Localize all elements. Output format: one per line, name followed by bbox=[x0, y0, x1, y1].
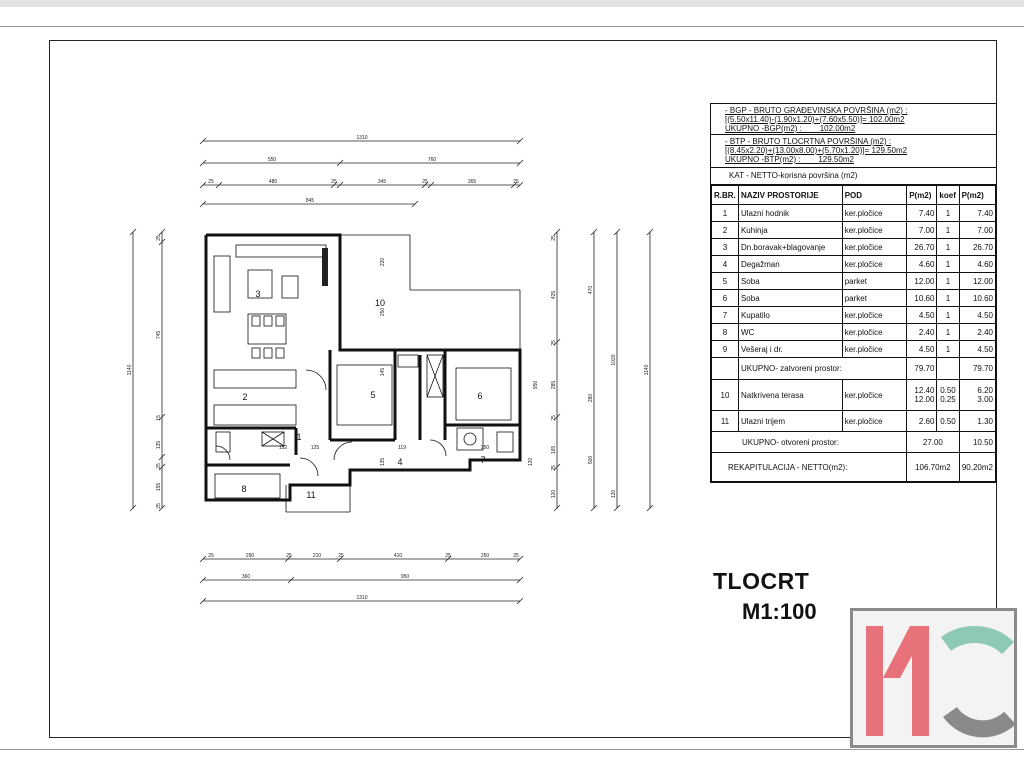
table-row bbox=[712, 273, 996, 290]
terrace-area-a: 12.40 bbox=[914, 386, 935, 395]
cell-area: 2.60 bbox=[907, 411, 937, 432]
dim-inner: 220 bbox=[380, 257, 386, 267]
cell-empty bbox=[712, 358, 739, 380]
cell-number: 1 bbox=[712, 205, 739, 222]
cell-area: 4.50 bbox=[907, 341, 937, 358]
btp-total-label: UKUPNO -BTP(m2) : bbox=[725, 155, 801, 164]
recap-area: 106.70m2 bbox=[907, 453, 959, 482]
cell-area-net bbox=[959, 380, 995, 411]
dim-left-small: 15 bbox=[156, 415, 162, 421]
col-header: POD bbox=[842, 186, 906, 205]
kat-heading: KAT - NETTO-korisna površina (m2) bbox=[711, 168, 996, 185]
cell-name: Degažman bbox=[738, 256, 842, 273]
cell-area-net: 2.40 bbox=[959, 324, 995, 341]
dim-inner: 145 bbox=[380, 367, 386, 377]
dim-inner: 119 bbox=[398, 445, 406, 451]
dim-bottom-seg: 210 bbox=[312, 553, 322, 559]
btp-total-value: 129.50m2 bbox=[818, 155, 854, 164]
cell-floor: ker.pločice bbox=[842, 341, 906, 358]
bgp-block bbox=[711, 104, 996, 135]
dim-inner: 250 bbox=[480, 445, 490, 451]
cell-coef: 0.50 bbox=[937, 411, 959, 432]
room-label-5: 5 bbox=[370, 390, 376, 400]
cell-floor: ker.pločice bbox=[842, 239, 906, 256]
cell-coef: 1 bbox=[937, 341, 959, 358]
cell-coef: 1 bbox=[937, 256, 959, 273]
cell-number: 3 bbox=[712, 239, 739, 256]
dim-right-a: 120 bbox=[611, 489, 617, 499]
dim-right-a: 25 bbox=[551, 415, 557, 421]
table-row bbox=[712, 290, 996, 307]
cell-name: Soba bbox=[738, 273, 842, 290]
dim-top-seg: 25 bbox=[422, 179, 428, 185]
cell-name: Soba bbox=[738, 290, 842, 307]
dim-bottom-seg: 290 bbox=[245, 553, 255, 559]
dim-right-950: 950 bbox=[533, 380, 539, 390]
dim-right-1020: 1020 bbox=[611, 354, 617, 366]
recap-net: 90.20m2 bbox=[959, 453, 995, 482]
cell-floor: ker.pločice bbox=[842, 222, 906, 239]
dim-top-b: 760 bbox=[427, 157, 437, 163]
dim-inner: 152 bbox=[278, 445, 288, 451]
room-label-3: 3 bbox=[255, 289, 261, 299]
cell-number: 6 bbox=[712, 290, 739, 307]
dim-bottom-seg: 25 bbox=[208, 553, 214, 559]
cell-floor: parket bbox=[842, 290, 906, 307]
dim-bottom-seg: 25 bbox=[513, 553, 519, 559]
cell-area bbox=[907, 380, 937, 411]
dim-left-total: 1140 bbox=[127, 364, 133, 376]
cell-area-net: 10.60 bbox=[959, 290, 995, 307]
bgp-total-value: 102.00m2 bbox=[819, 124, 856, 133]
dim-right-a: 25 bbox=[551, 340, 557, 346]
cell-area-net: 7.00 bbox=[959, 222, 995, 239]
dim-right-a: 25 bbox=[551, 465, 557, 471]
col-header: R.BR. bbox=[712, 186, 739, 205]
terrace-net-a: 6.20 bbox=[977, 386, 993, 395]
terrace-row bbox=[712, 380, 996, 411]
dim-right-a: 425 bbox=[551, 290, 557, 300]
dim-inner: 120 bbox=[528, 457, 534, 467]
cell-name: WC bbox=[738, 324, 842, 341]
porch-row bbox=[712, 411, 996, 432]
cell-name: Kuhinja bbox=[738, 222, 842, 239]
cell-name: Natkrivena terasa bbox=[738, 380, 842, 411]
cell-name: Ulazni hodnik bbox=[738, 205, 842, 222]
open-total-label: UKUPNO- otvoreni prostor: bbox=[712, 432, 907, 453]
cell-area-net: 1.30 bbox=[959, 411, 995, 432]
table-row bbox=[712, 205, 996, 222]
closed-total-row bbox=[712, 358, 996, 380]
cell-area: 10.60 bbox=[907, 290, 937, 307]
dim-left-745: 745 bbox=[156, 330, 162, 340]
open-total-row bbox=[712, 432, 996, 453]
dim-left-small: 155 bbox=[156, 482, 162, 492]
cell-coef: 1 bbox=[937, 307, 959, 324]
dim-bottom-seg: 25 bbox=[286, 553, 292, 559]
hc-logo-icon bbox=[850, 608, 1017, 748]
dim-top-seg: 480 bbox=[268, 179, 278, 185]
table-row bbox=[712, 341, 996, 358]
dim-bottom-total: 1310 bbox=[356, 595, 368, 601]
cell-name: Ulazni trijem bbox=[738, 411, 842, 432]
cell-empty bbox=[937, 358, 959, 380]
table-row bbox=[712, 307, 996, 324]
closed-total-area: 79.70 bbox=[907, 358, 937, 380]
cell-number: 4 bbox=[712, 256, 739, 273]
cell-coef: 1 bbox=[937, 222, 959, 239]
cell-area: 2.40 bbox=[907, 324, 937, 341]
dim-right-total: 1140 bbox=[644, 364, 650, 376]
dim-left-small: 25 bbox=[156, 503, 162, 509]
dim-inner: 125 bbox=[310, 445, 320, 451]
dim-inner: 135 bbox=[380, 457, 386, 467]
dim-bottom-seg: 25 bbox=[445, 553, 451, 559]
room-label-11: 11 bbox=[306, 490, 316, 500]
cell-coef: 1 bbox=[937, 205, 959, 222]
cell-coef: 1 bbox=[937, 290, 959, 307]
cell-area-net: 7.40 bbox=[959, 205, 995, 222]
cell-area: 4.60 bbox=[907, 256, 937, 273]
cell-area-net: 4.50 bbox=[959, 341, 995, 358]
col-header: P(m2) bbox=[959, 186, 995, 205]
col-header: P(m2) bbox=[907, 186, 937, 205]
cell-coef: 1 bbox=[937, 324, 959, 341]
cell-coef: 1 bbox=[937, 273, 959, 290]
cell-area-net: 12.00 bbox=[959, 273, 995, 290]
dim-bottom-b: 950 bbox=[400, 574, 410, 580]
cell-number: 2 bbox=[712, 222, 739, 239]
open-total-net: 10.50 bbox=[959, 432, 995, 453]
dim-bottom-seg: 250 bbox=[480, 553, 490, 559]
col-header: NAZIV PROSTORIJE bbox=[738, 186, 842, 205]
cell-name: Vešeraj i dr. bbox=[738, 341, 842, 358]
dim-top-seg: 25 bbox=[208, 179, 214, 185]
dim-right-b: 470 bbox=[588, 285, 594, 295]
cell-area: 12.00 bbox=[907, 273, 937, 290]
cell-area-net: 4.60 bbox=[959, 256, 995, 273]
closed-total-net: 79.70 bbox=[959, 358, 995, 380]
bgp-formula: [(5.50x11.40)-(1.90x1.20)+(7.60x5.50)]= 102.00m2 bbox=[725, 115, 905, 124]
room-label-2: 2 bbox=[242, 392, 248, 402]
open-total-area: 27.00 bbox=[907, 432, 959, 453]
cell-area: 26.70 bbox=[907, 239, 937, 256]
terrace-coef-a: 0.50 bbox=[940, 386, 956, 395]
dim-right-a: 25 bbox=[551, 235, 557, 241]
dim-left-small: 25 bbox=[156, 235, 162, 241]
dim-top-seg: 345 bbox=[377, 179, 387, 185]
dim-right-b: 280 bbox=[588, 393, 594, 403]
area-table bbox=[710, 103, 997, 483]
btp-block bbox=[711, 135, 996, 168]
table-header-row bbox=[712, 186, 996, 205]
bottom-rule bbox=[0, 749, 1024, 750]
cell-area-net: 26.70 bbox=[959, 239, 995, 256]
drawing-title: TLOCRT bbox=[713, 568, 810, 594]
rooms-table bbox=[711, 185, 996, 482]
table-row bbox=[712, 324, 996, 341]
cell-coef: 1 bbox=[937, 239, 959, 256]
cell-area: 4.50 bbox=[907, 307, 937, 324]
table-row bbox=[712, 256, 996, 273]
cell-floor: ker.pločice bbox=[842, 380, 906, 411]
closed-total-label: UKUPNO- zatvoreni prostor: bbox=[738, 358, 906, 380]
dim-top-total: 1310 bbox=[356, 135, 368, 141]
radiator bbox=[322, 248, 328, 286]
dim-right-a: 285 bbox=[551, 380, 557, 390]
table-row bbox=[712, 222, 996, 239]
dim-right-a: 120 bbox=[551, 489, 557, 499]
dim-bottom-seg: 25 bbox=[338, 553, 344, 559]
cell-floor: ker.pločice bbox=[842, 307, 906, 324]
dim-right-a: 165 bbox=[551, 445, 557, 455]
cell-number: 5 bbox=[712, 273, 739, 290]
room-label-4: 4 bbox=[397, 457, 403, 467]
cell-floor: ker.pločice bbox=[842, 256, 906, 273]
cell-floor: ker.pločice bbox=[842, 411, 906, 432]
dim-left-small: 135 bbox=[156, 440, 162, 450]
dim-top-a: 550 bbox=[267, 157, 277, 163]
dim-top-seg: 365 bbox=[467, 179, 477, 185]
room-label-1: 1 bbox=[296, 432, 302, 442]
btp-formula: [(8.45x2.20)+(13.00x8.00)+(5.70x1.20)]= 129.50m2 bbox=[725, 146, 908, 155]
cell-area: 7.00 bbox=[907, 222, 937, 239]
cell-floor: ker.pločice bbox=[842, 324, 906, 341]
cell-floor: ker.pločice bbox=[842, 205, 906, 222]
cell-number: 10 bbox=[712, 380, 739, 411]
room-label-8: 8 bbox=[241, 484, 247, 494]
bgp-total bbox=[725, 124, 993, 133]
terrace-net-b: 3.00 bbox=[977, 395, 993, 404]
dim-right-b: 500 bbox=[588, 455, 594, 465]
cell-number: 8 bbox=[712, 324, 739, 341]
terrace-area-b: 12.00 bbox=[914, 395, 935, 404]
drawing-scale: M1:100 bbox=[742, 599, 817, 624]
dim-top-seg: 25 bbox=[513, 179, 519, 185]
cell-name: Dn.boravak+blagovanje bbox=[738, 239, 842, 256]
col-header: koef bbox=[937, 186, 959, 205]
bgp-title: - BGP - BRUTO GRAĐEVINSKA POVRŠINA (m2) : bbox=[725, 106, 908, 115]
cell-number: 9 bbox=[712, 341, 739, 358]
cell-number: 11 bbox=[712, 411, 739, 432]
btp-total bbox=[725, 155, 993, 164]
cell-number: 7 bbox=[712, 307, 739, 324]
dim-top-seg: 25 bbox=[331, 179, 337, 185]
recap-row bbox=[712, 453, 996, 482]
cell-name: Kupatilo bbox=[738, 307, 842, 324]
room-label-6: 6 bbox=[477, 391, 483, 401]
room-label-10: 10 bbox=[374, 298, 386, 308]
dim-bottom-a: 360 bbox=[241, 574, 251, 580]
cell-coef bbox=[937, 380, 959, 411]
dim-inner: 250 bbox=[380, 307, 386, 317]
dim-left-small: 25 bbox=[156, 463, 162, 469]
cell-area-net: 4.50 bbox=[959, 307, 995, 324]
btp-title: - BTP - BRUTO TLOCRTNA POVRŠINA (m2) : bbox=[725, 137, 892, 146]
cell-area: 7.40 bbox=[907, 205, 937, 222]
bgp-total-label: UKUPNO -BGP(m2) : bbox=[725, 124, 802, 133]
terrace-coef-b: 0.25 bbox=[940, 395, 956, 404]
dim-bottom-seg: 410 bbox=[393, 553, 403, 559]
room-label-7: 7 bbox=[480, 455, 486, 465]
table-row bbox=[712, 239, 996, 256]
recap-label: REKAPITULACIJA - NETTO(m2): bbox=[712, 453, 907, 482]
cell-floor: parket bbox=[842, 273, 906, 290]
dim-top-845: 845 bbox=[305, 198, 315, 204]
